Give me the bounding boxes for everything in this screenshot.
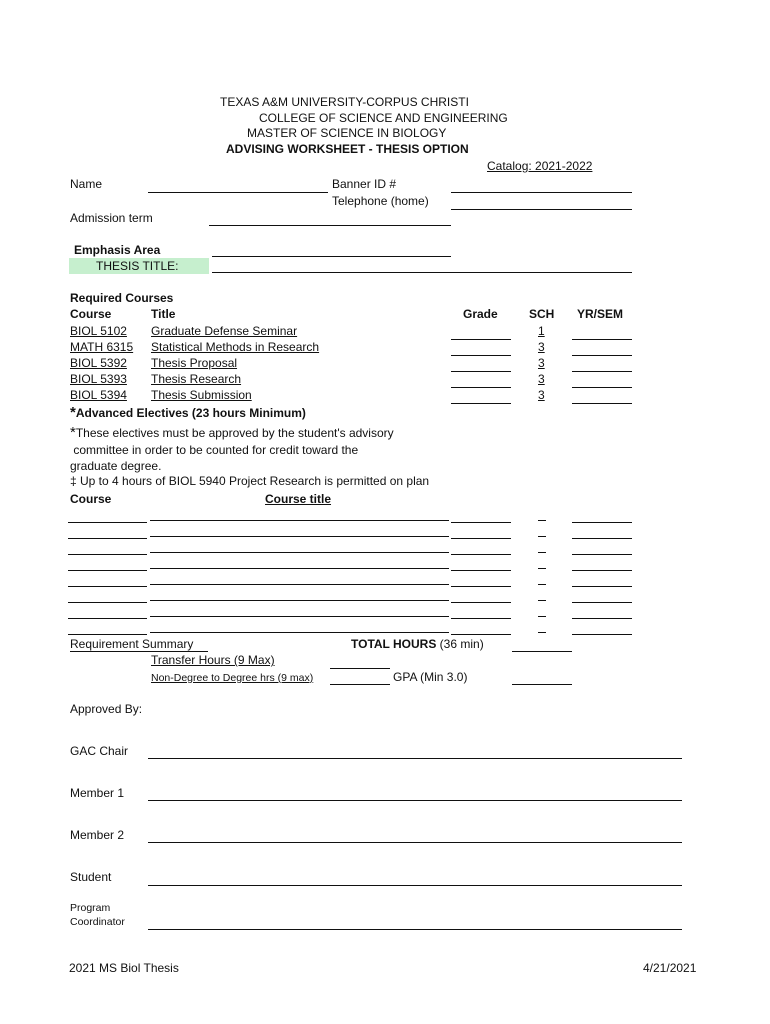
elective-sch-field[interactable] bbox=[538, 536, 546, 537]
elective-grade-field[interactable] bbox=[451, 538, 511, 539]
transfer-hours-label: Transfer Hours (9 Max) bbox=[151, 653, 275, 667]
gac-chair-signature-field[interactable] bbox=[148, 758, 682, 759]
header-program: MASTER OF SCIENCE IN BIOLOGY bbox=[247, 126, 447, 140]
course-code: BIOL 5392 bbox=[70, 356, 127, 370]
elective-sch-field[interactable] bbox=[538, 552, 546, 553]
elective-title-field[interactable] bbox=[150, 632, 449, 633]
grade-field[interactable] bbox=[451, 371, 511, 372]
elective-sch-field[interactable] bbox=[538, 616, 546, 617]
elective-title-field[interactable] bbox=[150, 584, 449, 585]
name-field[interactable] bbox=[148, 192, 328, 193]
elective-sch-field[interactable] bbox=[538, 568, 546, 569]
required-col-course: Course bbox=[70, 307, 112, 321]
required-col-yrsem: YR/SEM bbox=[577, 307, 624, 321]
student-label: Student bbox=[70, 870, 112, 884]
banner-id-label: Banner ID # bbox=[332, 177, 397, 191]
gpa-label: GPA (Min 3.0) bbox=[393, 670, 468, 684]
thesis-title-highlight bbox=[69, 258, 209, 274]
electives-star: * bbox=[70, 404, 76, 421]
elective-grade-field[interactable] bbox=[451, 570, 511, 571]
thesis-title-field[interactable] bbox=[212, 272, 632, 273]
elective-course-field[interactable] bbox=[68, 522, 147, 523]
approved-by-label: Approved By: bbox=[70, 702, 143, 716]
course-code: BIOL 5394 bbox=[70, 388, 127, 402]
yrsem-field[interactable] bbox=[572, 339, 632, 340]
elective-course-field[interactable] bbox=[68, 554, 147, 555]
elective-yrsem-field[interactable] bbox=[572, 602, 632, 603]
emphasis-area-field[interactable] bbox=[212, 256, 451, 257]
course-code: BIOL 5393 bbox=[70, 372, 127, 386]
elective-yrsem-field[interactable] bbox=[572, 554, 632, 555]
program-label: Program bbox=[70, 902, 111, 914]
total-hours-min: (36 min) bbox=[436, 637, 484, 651]
elective-yrsem-field[interactable] bbox=[572, 634, 632, 635]
elective-sch-field[interactable] bbox=[538, 584, 546, 585]
course-title: Graduate Defense Seminar bbox=[151, 324, 298, 338]
course-code: MATH 6315 bbox=[70, 340, 134, 354]
elective-grade-field[interactable] bbox=[451, 522, 511, 523]
elective-title-field[interactable] bbox=[150, 552, 449, 553]
elective-course-field[interactable] bbox=[68, 602, 147, 603]
footer-document-name: 2021 MS Biol Thesis bbox=[69, 961, 179, 975]
course-sch: 3 bbox=[538, 388, 545, 402]
requirement-summary-label: Requirement Summary bbox=[70, 637, 194, 651]
member1-label: Member 1 bbox=[70, 786, 125, 800]
student-signature-field[interactable] bbox=[148, 885, 682, 886]
electives-heading bbox=[70, 406, 306, 420]
required-col-title: Title bbox=[151, 307, 176, 321]
course-sch: 3 bbox=[538, 372, 545, 386]
coordinator-label: Coordinator bbox=[70, 916, 125, 928]
telephone-field[interactable] bbox=[451, 209, 632, 210]
required-courses-heading: Required Courses bbox=[70, 291, 174, 305]
member1-signature-field[interactable] bbox=[148, 800, 682, 801]
elective-title-field[interactable] bbox=[150, 520, 449, 521]
electives-note-star: * bbox=[70, 424, 76, 441]
thesis-title-label: THESIS TITLE: bbox=[96, 259, 179, 273]
elective-yrsem-field[interactable] bbox=[572, 586, 632, 587]
elective-sch-field[interactable] bbox=[538, 520, 546, 521]
course-sch: 1 bbox=[538, 324, 545, 338]
elective-grade-field[interactable] bbox=[451, 586, 511, 587]
yrsem-field[interactable] bbox=[572, 355, 632, 356]
course-title: Thesis Research bbox=[151, 372, 242, 386]
required-col-grade: Grade bbox=[463, 307, 498, 321]
grade-field[interactable] bbox=[451, 339, 511, 340]
header-college: COLLEGE OF SCIENCE AND ENGINEERING bbox=[259, 111, 508, 125]
catalog-year: Catalog: 2021-2022 bbox=[487, 159, 593, 173]
emphasis-area-label: Emphasis Area bbox=[74, 243, 161, 257]
elective-course-field[interactable] bbox=[68, 586, 147, 587]
elective-sch-field[interactable] bbox=[538, 600, 546, 601]
admission-term-field[interactable] bbox=[209, 225, 451, 226]
elective-yrsem-field[interactable] bbox=[572, 522, 632, 523]
yrsem-field[interactable] bbox=[572, 387, 632, 388]
name-label: Name bbox=[70, 177, 103, 191]
course-sch: 3 bbox=[538, 356, 545, 370]
elective-yrsem-field[interactable] bbox=[572, 570, 632, 571]
elective-title-field[interactable] bbox=[150, 568, 449, 569]
grade-field[interactable] bbox=[451, 387, 511, 388]
gac-chair-label: GAC Chair bbox=[70, 744, 129, 758]
member2-label: Member 2 bbox=[70, 828, 125, 842]
electives-note-line2: committee in order to be counted for credit toward the bbox=[70, 443, 359, 457]
course-sch: 3 bbox=[538, 340, 545, 354]
elective-grade-field[interactable] bbox=[451, 554, 511, 555]
required-col-sch: SCH bbox=[529, 307, 555, 321]
footer-date: 4/21/2021 bbox=[643, 961, 697, 975]
admission-term-label: Admission term bbox=[70, 211, 153, 225]
course-title: Thesis Submission bbox=[151, 388, 252, 402]
elective-grade-field[interactable] bbox=[451, 602, 511, 603]
transfer-hours-field[interactable] bbox=[330, 668, 390, 669]
electives-note-line4: ‡ Up to 4 hours of BIOL 5940 Project Research is permitted on plan bbox=[70, 474, 430, 488]
elective-course-field[interactable] bbox=[68, 618, 147, 619]
nondegree-hours-label: Non-Degree to Degree hrs (9 max) bbox=[151, 672, 314, 684]
electives-note-line1 bbox=[70, 426, 394, 440]
member2-signature-field[interactable] bbox=[148, 842, 682, 843]
elective-sch-field[interactable] bbox=[538, 632, 546, 633]
elective-title-field[interactable] bbox=[150, 616, 449, 617]
total-hours-bold: TOTAL HOURS bbox=[351, 637, 437, 651]
gpa-field[interactable] bbox=[512, 684, 572, 685]
elective-yrsem-field[interactable] bbox=[572, 538, 632, 539]
telephone-label: Telephone (home) bbox=[332, 194, 429, 208]
electives-note-text1: These electives must be approved by the student's advisory bbox=[75, 426, 394, 440]
electives-title: Advanced Electives (23 hours Minimum) bbox=[75, 406, 306, 420]
course-title: Thesis Proposal bbox=[151, 356, 238, 370]
requirement-summary-underline bbox=[70, 651, 208, 652]
elective-grade-field[interactable] bbox=[451, 618, 511, 619]
total-hours-label bbox=[351, 637, 484, 651]
program-coordinator-signature-field[interactable] bbox=[148, 929, 682, 930]
yrsem-field[interactable] bbox=[572, 403, 632, 404]
nondegree-hours-field[interactable] bbox=[330, 684, 390, 685]
elective-title-field[interactable] bbox=[150, 600, 449, 601]
banner-id-field[interactable] bbox=[451, 192, 632, 193]
electives-note-line3: graduate degree. bbox=[70, 459, 162, 473]
course-title: Statistical Methods in Research bbox=[151, 340, 320, 354]
elective-grade-field[interactable] bbox=[451, 634, 511, 635]
elective-course-field[interactable] bbox=[68, 570, 147, 571]
header-university: TEXAS A&M UNIVERSITY-CORPUS CHRISTI bbox=[220, 95, 469, 109]
elective-course-field[interactable] bbox=[68, 538, 147, 539]
course-code: BIOL 5102 bbox=[70, 324, 127, 338]
total-hours-field[interactable] bbox=[512, 651, 572, 652]
elective-course-field[interactable] bbox=[68, 634, 147, 635]
elective-title-field[interactable] bbox=[150, 536, 449, 537]
electives-col-course: Course bbox=[70, 492, 112, 506]
yrsem-field[interactable] bbox=[572, 371, 632, 372]
grade-field[interactable] bbox=[451, 355, 511, 356]
header-worksheet-title: ADVISING WORKSHEET - THESIS OPTION bbox=[226, 142, 469, 156]
electives-col-title: Course title bbox=[265, 492, 332, 506]
elective-yrsem-field[interactable] bbox=[572, 618, 632, 619]
grade-field[interactable] bbox=[451, 403, 511, 404]
